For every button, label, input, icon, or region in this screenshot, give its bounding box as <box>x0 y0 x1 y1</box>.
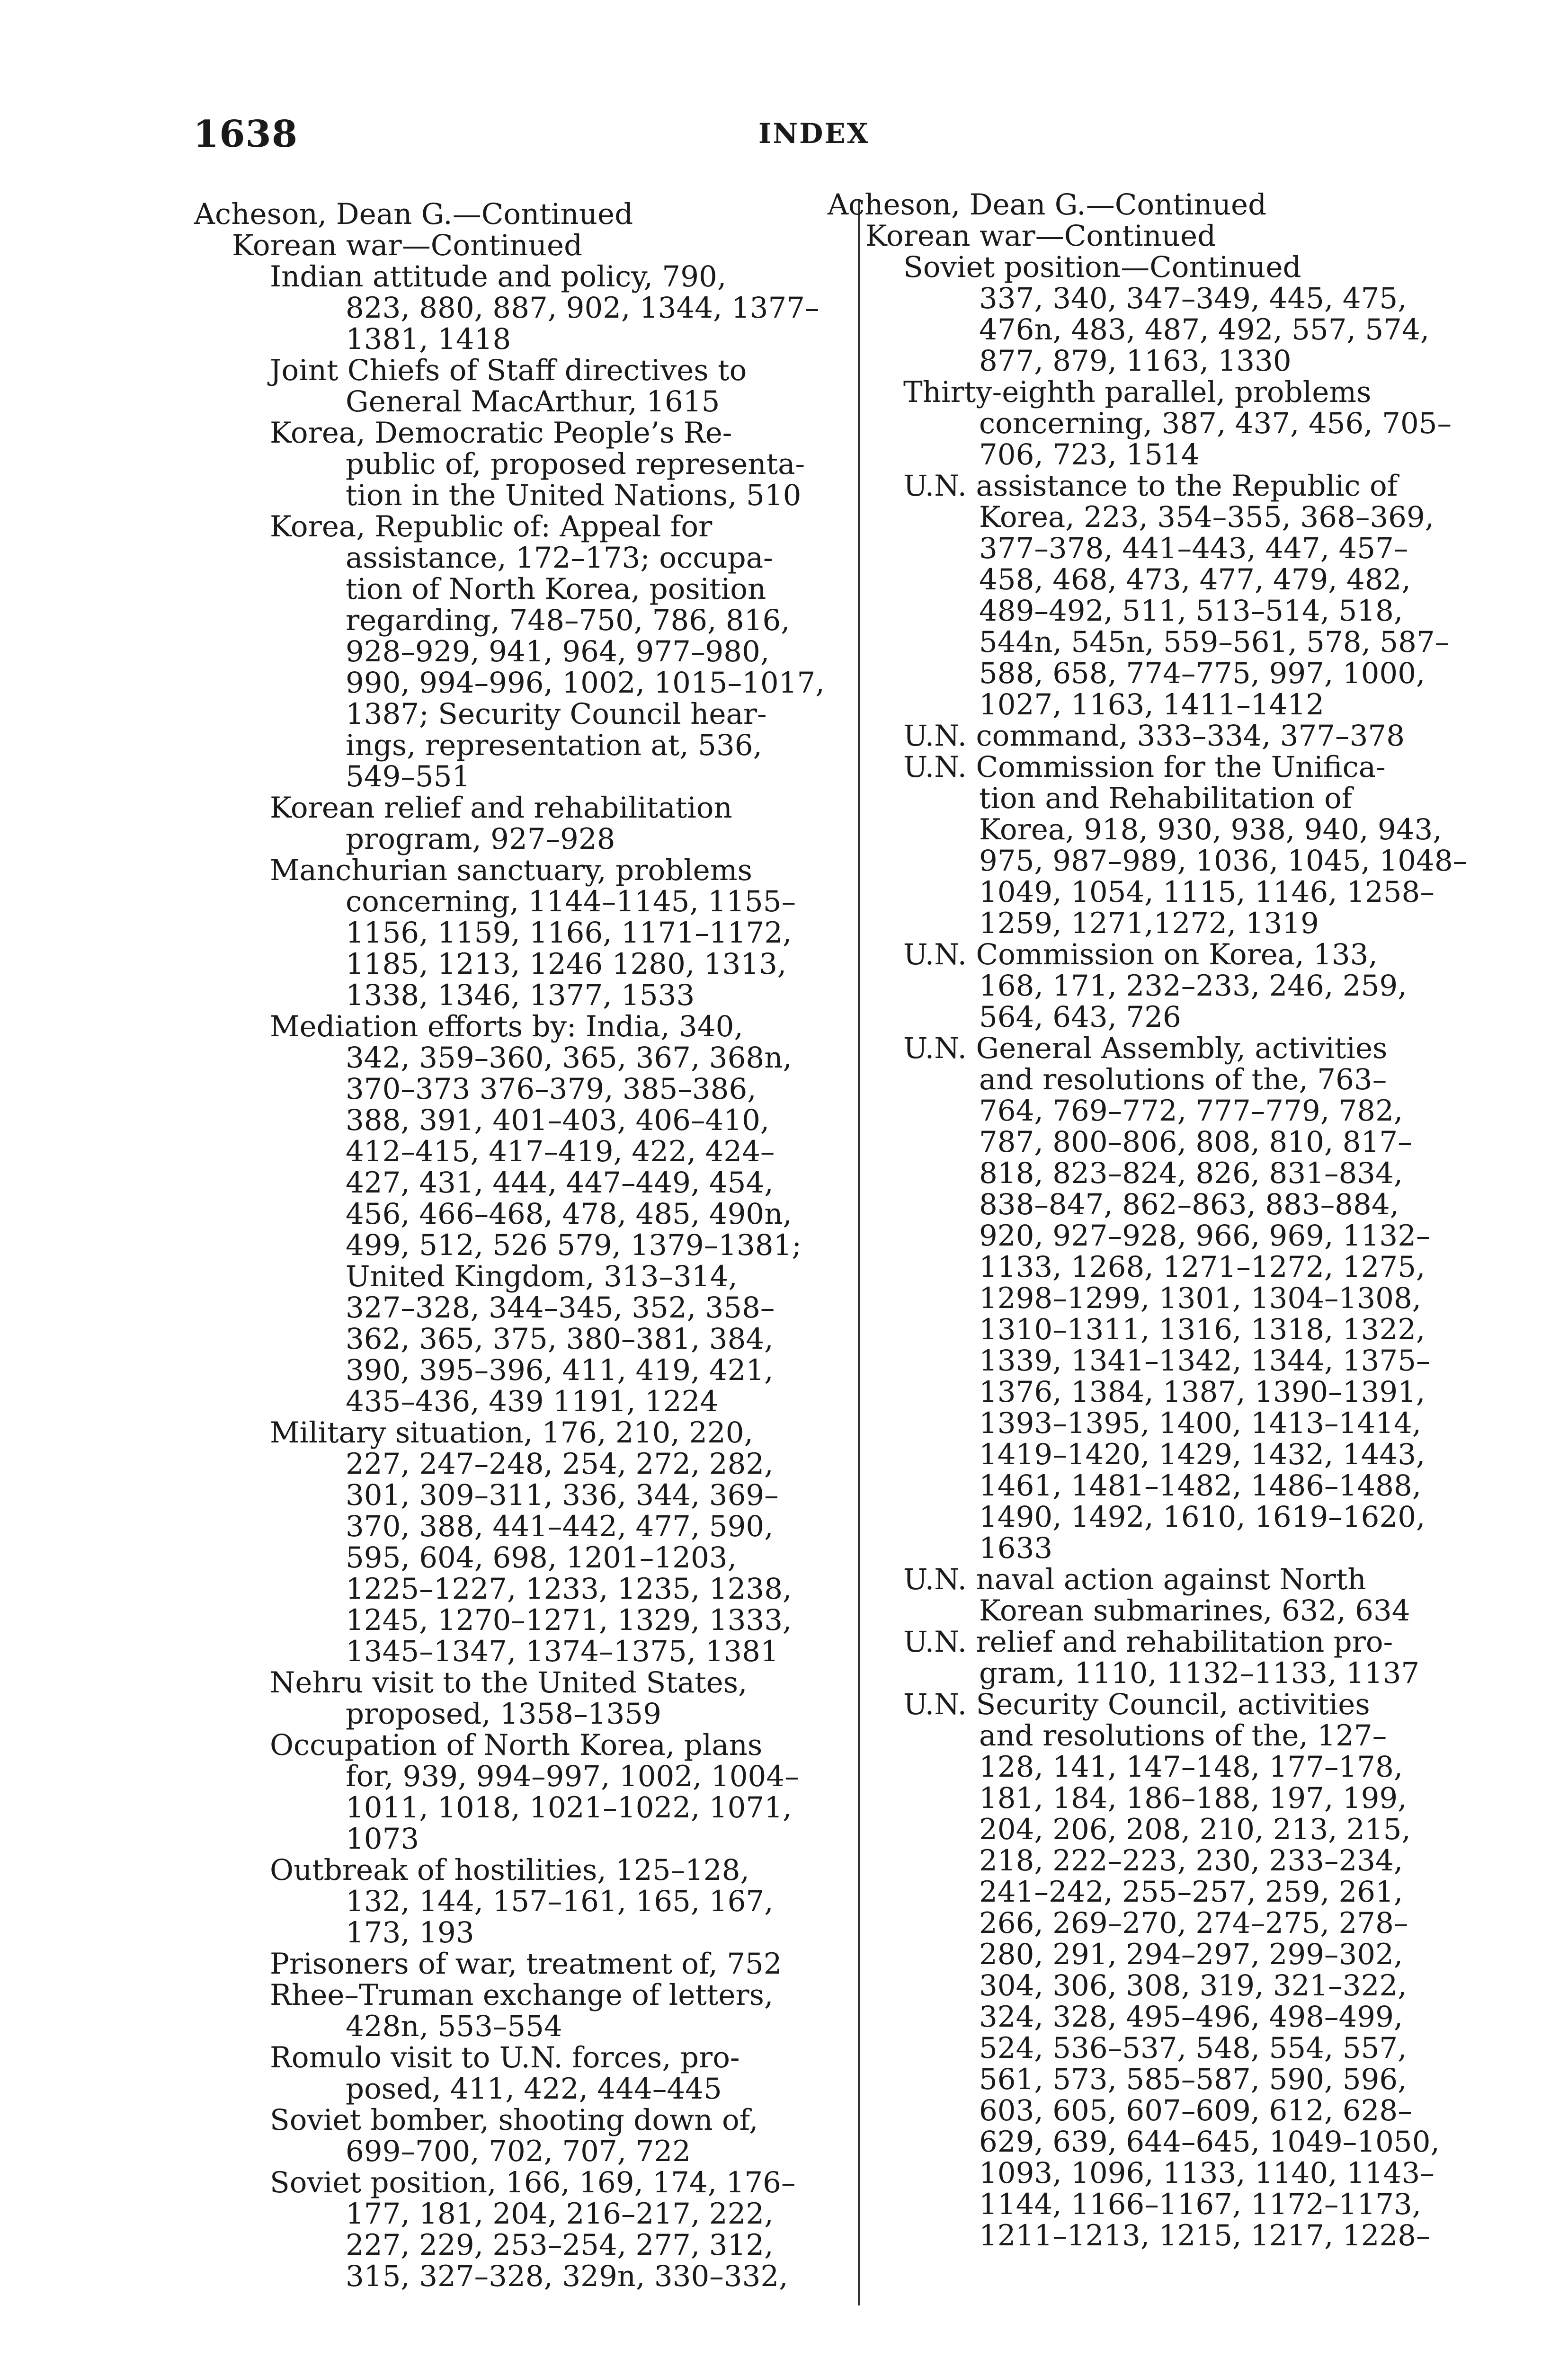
index-entry: Joint Chiefs of Staff directives to <box>270 354 747 387</box>
index-entry-continuation: 168, 171, 232–233, 246, 259, <box>979 969 1407 1003</box>
index-entry-continuation: 561, 573, 585–587, 590, 596, <box>979 2063 1407 2096</box>
index-entry-continuation: regarding, 748–750, 786, 816, <box>346 604 790 637</box>
index-entry-continuation: 301, 309–311, 336, 344, 369– <box>346 1478 779 1512</box>
index-entry-continuation: 362, 365, 375, 380–381, 384, <box>346 1322 774 1356</box>
index-entry-continuation: 1633 <box>979 1531 1053 1565</box>
index-entry-continuation: Korean submarines, 632, 634 <box>979 1594 1410 1628</box>
index-entry-continuation: 1461, 1481–1482, 1486–1488, <box>979 1469 1422 1503</box>
index-entry-continuation: 327–328, 344–345, 352, 358– <box>346 1291 775 1325</box>
index-entry: Soviet position, 166, 169, 174, 176– <box>270 2166 796 2199</box>
index-entry-continuation: tion and Rehabilitation of <box>979 782 1353 815</box>
index-entry: U.N. Security Council, activities <box>903 1688 1370 1721</box>
index-entry-continuation: 1490, 1492, 1610, 1619–1620, <box>979 1500 1425 1534</box>
index-entry-continuation: 764, 769–772, 777–779, 782, <box>979 1094 1403 1128</box>
index-entry-continuation: 1245, 1270–1271, 1329, 1333, <box>346 1603 792 1637</box>
index-entry: Military situation, 176, 210, 220, <box>270 1416 753 1450</box>
index-entry-continuation: public of, proposed representa- <box>346 447 805 481</box>
index-entry: U.N. naval action against North <box>903 1563 1366 1596</box>
index-entry-continuation: 132, 144, 157–161, 165, 167, <box>346 1885 774 1918</box>
index-entry-continuation: 181, 184, 186–188, 197, 199, <box>979 1781 1407 1815</box>
index-entry-continuation: and resolutions of the, 127– <box>979 1719 1387 1753</box>
index-entry: Thirty-eighth parallel, problems <box>903 375 1372 409</box>
index-entry-continuation: tion of North Korea, position <box>346 572 766 606</box>
index-entry-continuation: 280, 291, 294–297, 299–302, <box>979 1938 1403 1971</box>
index-entry-continuation: 1156, 1159, 1166, 1171–1172, <box>346 916 792 950</box>
index-entry-continuation: 1393–1395, 1400, 1413–1414, <box>979 1406 1422 1440</box>
index-entry-continuation: 1027, 1163, 1411–1412 <box>979 688 1325 721</box>
index-entry-continuation: Korea, 918, 930, 938, 940, 943, <box>979 813 1442 846</box>
index-entry-continuation: 1211–1213, 1215, 1217, 1228– <box>979 2219 1431 2252</box>
index-entry-continuation: 564, 643, 726 <box>979 1000 1181 1034</box>
index-entry-continuation: 390, 395–396, 411, 419, 421, <box>346 1353 774 1387</box>
index-entry-continuation: 458, 468, 473, 477, 479, 482, <box>979 563 1411 596</box>
index-entry-continuation: 990, 994–996, 1002, 1015–1017, <box>346 666 825 700</box>
index-entry-continuation: 128, 141, 147–148, 177–178, <box>979 1750 1403 1784</box>
index-entry-continuation: ings, representation at, 536, <box>346 729 762 762</box>
index-entry-continuation: 595, 604, 698, 1201–1203, <box>346 1541 737 1575</box>
index-entry-continuation: 370–373 376–379, 385–386, <box>346 1072 757 1106</box>
index-entry-continuation: 370, 388, 441–442, 477, 590, <box>346 1510 774 1543</box>
index-entry-continuation: 588, 658, 774–775, 997, 1000, <box>979 657 1425 690</box>
index-entry-continuation: 1093, 1096, 1133, 1140, 1143– <box>979 2156 1434 2190</box>
index-entry: Soviet bomber, shooting down of, <box>270 2103 758 2137</box>
index-entry-continuation: 549–551 <box>346 760 471 793</box>
page-number: 1638 <box>193 113 298 156</box>
index-entry-continuation: 1376, 1384, 1387, 1390–1391, <box>979 1375 1425 1409</box>
index-column-right <box>828 189 1476 2251</box>
index-entry-continuation: 428n, 553–554 <box>346 2010 562 2043</box>
index-entry: Nehru visit to the United States, <box>270 1666 748 1700</box>
index-entry: Korean war—Continued <box>865 219 1216 253</box>
index-entry: Korean war—Continued <box>232 229 583 262</box>
index-entry-continuation: 315, 327–328, 329n, 330–332, <box>346 2260 788 2293</box>
index-entry-continuation: 1345–1347, 1374–1375, 1381 <box>346 1635 779 1668</box>
index-entry-continuation: 524, 536–537, 548, 554, 557, <box>979 2031 1407 2065</box>
index-entry-continuation: 173, 193 <box>346 1916 474 1949</box>
index-entry-continuation: 838–847, 862–863, 883–884, <box>979 1188 1399 1221</box>
index-entry: Manchurian sanctuary, problems <box>270 854 752 887</box>
index-entry: U.N. General Assembly, activities <box>903 1032 1388 1065</box>
index-entry-continuation: 1073 <box>346 1822 419 1856</box>
index-entry: Rhee–Truman exchange of letters, <box>270 1978 774 2012</box>
index-entry-continuation: 412–415, 417–419, 422, 424– <box>346 1135 775 1168</box>
index-entry-continuation: gram, 1110, 1132–1133, 1137 <box>979 1656 1420 1690</box>
index-entry-continuation: 476n, 483, 487, 492, 557, 574, <box>979 313 1430 347</box>
index-entry-continuation: 499, 512, 526 579, 1379–1381; <box>346 1228 802 1262</box>
index-entry-continuation: 1338, 1346, 1377, 1533 <box>346 979 695 1012</box>
index-entry: U.N. Commission for the Unifica- <box>903 750 1386 784</box>
index-entry-continuation: United Kingdom, 313–314, <box>346 1260 738 1293</box>
index-entry: Occupation of North Korea, plans <box>270 1728 763 1762</box>
index-entry-continuation: 377–378, 441–443, 447, 457– <box>979 532 1408 565</box>
index-entry-continuation: 1339, 1341–1342, 1344, 1375– <box>979 1344 1431 1378</box>
index-entry: Korea, Republic of: Appeal for <box>270 510 713 543</box>
index-entry-continuation: 603, 605, 607–609, 612, 628– <box>979 2094 1412 2127</box>
index-entry: Indian attitude and policy, 790, <box>270 260 727 294</box>
page-title: INDEX <box>758 117 870 150</box>
index-entry: Soviet position—Continued <box>903 250 1301 284</box>
index-entry-continuation: 427, 431, 444, 447–449, 454, <box>346 1166 774 1200</box>
index-entry-continuation: Korea, 223, 354–355, 368–369, <box>979 500 1434 534</box>
index-entry: U.N. command, 333–334, 377–378 <box>903 719 1405 753</box>
index-entry-continuation: 706, 723, 1514 <box>979 438 1200 472</box>
index-entry-continuation: 1259, 1271,1272, 1319 <box>979 907 1319 940</box>
index-entry-continuation: and resolutions of the, 763– <box>979 1063 1387 1096</box>
index-entry-continuation: 324, 328, 495–496, 498–499, <box>979 2000 1403 2034</box>
index-entry: Romulo visit to U.N. forces, pro- <box>270 2041 740 2074</box>
index-entry-continuation: posed, 411, 422, 444–445 <box>346 2072 722 2106</box>
index-entry-continuation: 1381, 1418 <box>346 322 511 356</box>
index-entry-continuation: 337, 340, 347–349, 445, 475, <box>979 282 1407 315</box>
index-entry-continuation: 1144, 1166–1167, 1172–1173, <box>979 2188 1422 2221</box>
index-entry-continuation: 877, 879, 1163, 1330 <box>979 344 1292 378</box>
index-entry-continuation: 204, 206, 208, 210, 213, 215, <box>979 1813 1411 1846</box>
index-entry: Korea, Democratic People’s Re- <box>270 416 732 450</box>
index-entry-continuation: 227, 229, 253–254, 277, 312, <box>346 2228 774 2262</box>
index-entry-continuation: 1049, 1054, 1115, 1146, 1258– <box>979 875 1434 909</box>
index-entry-continuation: 227, 247–248, 254, 272, 282, <box>346 1447 774 1481</box>
index-entry-continuation: 818, 823–824, 826, 831–834, <box>979 1157 1403 1190</box>
index-entry-continuation: 266, 269–270, 274–275, 278– <box>979 1906 1408 1940</box>
index-column-left <box>194 199 843 2292</box>
index-entry-continuation: 218, 222–223, 230, 233–234, <box>979 1844 1403 1878</box>
index-entry-continuation: 1419–1420, 1429, 1432, 1443, <box>979 1438 1425 1471</box>
index-entry-continuation: General MacArthur, 1615 <box>346 385 720 418</box>
index-entry-continuation: 1185, 1213, 1246 1280, 1313, <box>346 947 787 981</box>
index-entry-continuation: 928–929, 941, 964, 977–980, <box>346 635 770 668</box>
index-entry-continuation: for, 939, 994–997, 1002, 1004– <box>346 1760 799 1793</box>
index-entry-continuation: assistance, 172–173; occupa- <box>346 541 773 575</box>
index-entry: Outbreak of hostilities, 125–128, <box>270 1853 749 1887</box>
index-entry-continuation: 342, 359–360, 365, 367, 368n, <box>346 1041 792 1075</box>
index-entry: Korean relief and rehabilitation <box>270 791 732 825</box>
index-entry-continuation: 1225–1227, 1233, 1235, 1238, <box>346 1572 792 1606</box>
index-entry-continuation: 456, 466–468, 478, 485, 490n, <box>346 1197 792 1231</box>
index-entry-continuation: 787, 800–806, 808, 810, 817– <box>979 1125 1412 1159</box>
index-entry: U.N. assistance to the Republic of <box>903 469 1398 503</box>
index-entry: Prisoners of war, treatment of, 752 <box>270 1947 782 1981</box>
index-entry-continuation: 388, 391, 401–403, 406–410, <box>346 1103 770 1137</box>
index-entry: U.N. relief and rehabilitation pro- <box>903 1625 1393 1659</box>
index-entry-continuation: 435–436, 439 1191, 1224 <box>346 1385 719 1418</box>
index-entry-continuation: 699–700, 702, 707, 722 <box>346 2135 691 2168</box>
index-entry-continuation: 629, 639, 644–645, 1049–1050, <box>979 2125 1440 2159</box>
index-entry-continuation: concerning, 387, 437, 456, 705– <box>979 407 1452 440</box>
index-entry-continuation: 304, 306, 308, 319, 321–322, <box>979 1969 1407 2002</box>
index-entry-continuation: 177, 181, 204, 216–217, 222, <box>346 2197 774 2231</box>
index-entry-continuation: 823, 880, 887, 902, 1344, 1377– <box>346 291 820 325</box>
index-entry-continuation: 975, 987–989, 1036, 1045, 1048– <box>979 844 1468 878</box>
index-entry-continuation: program, 927–928 <box>346 822 615 856</box>
index-entry-continuation: 1133, 1268, 1271–1272, 1275, <box>979 1250 1425 1284</box>
index-entry-continuation: 1310–1311, 1316, 1318, 1322, <box>979 1313 1425 1346</box>
index-entry: Acheson, Dean G.—Continued <box>828 188 1267 222</box>
index-entry: U.N. Commission on Korea, 133, <box>903 938 1378 971</box>
index-entry-continuation: 489–492, 511, 513–514, 518, <box>979 594 1403 628</box>
index-entry-continuation: 1387; Security Council hear- <box>346 697 767 731</box>
index-entry-continuation: proposed, 1358–1359 <box>346 1697 661 1731</box>
index-entry-continuation: tion in the United Nations, 510 <box>346 479 802 512</box>
index-entry-continuation: 1298–1299, 1301, 1304–1308, <box>979 1281 1422 1315</box>
index-entry-continuation: concerning, 1144–1145, 1155– <box>346 885 796 918</box>
index-entry: Mediation efforts by: India, 340, <box>270 1010 743 1043</box>
index-entry-continuation: 1011, 1018, 1021–1022, 1071, <box>346 1791 792 1824</box>
index-entry: Acheson, Dean G.—Continued <box>194 197 633 231</box>
index-entry-continuation: 544n, 545n, 559–561, 578, 587– <box>979 625 1450 659</box>
index-entry-continuation: 241–242, 255–257, 259, 261, <box>979 1875 1403 1909</box>
index-entry-continuation: 920, 927–928, 966, 969, 1132– <box>979 1219 1431 1253</box>
